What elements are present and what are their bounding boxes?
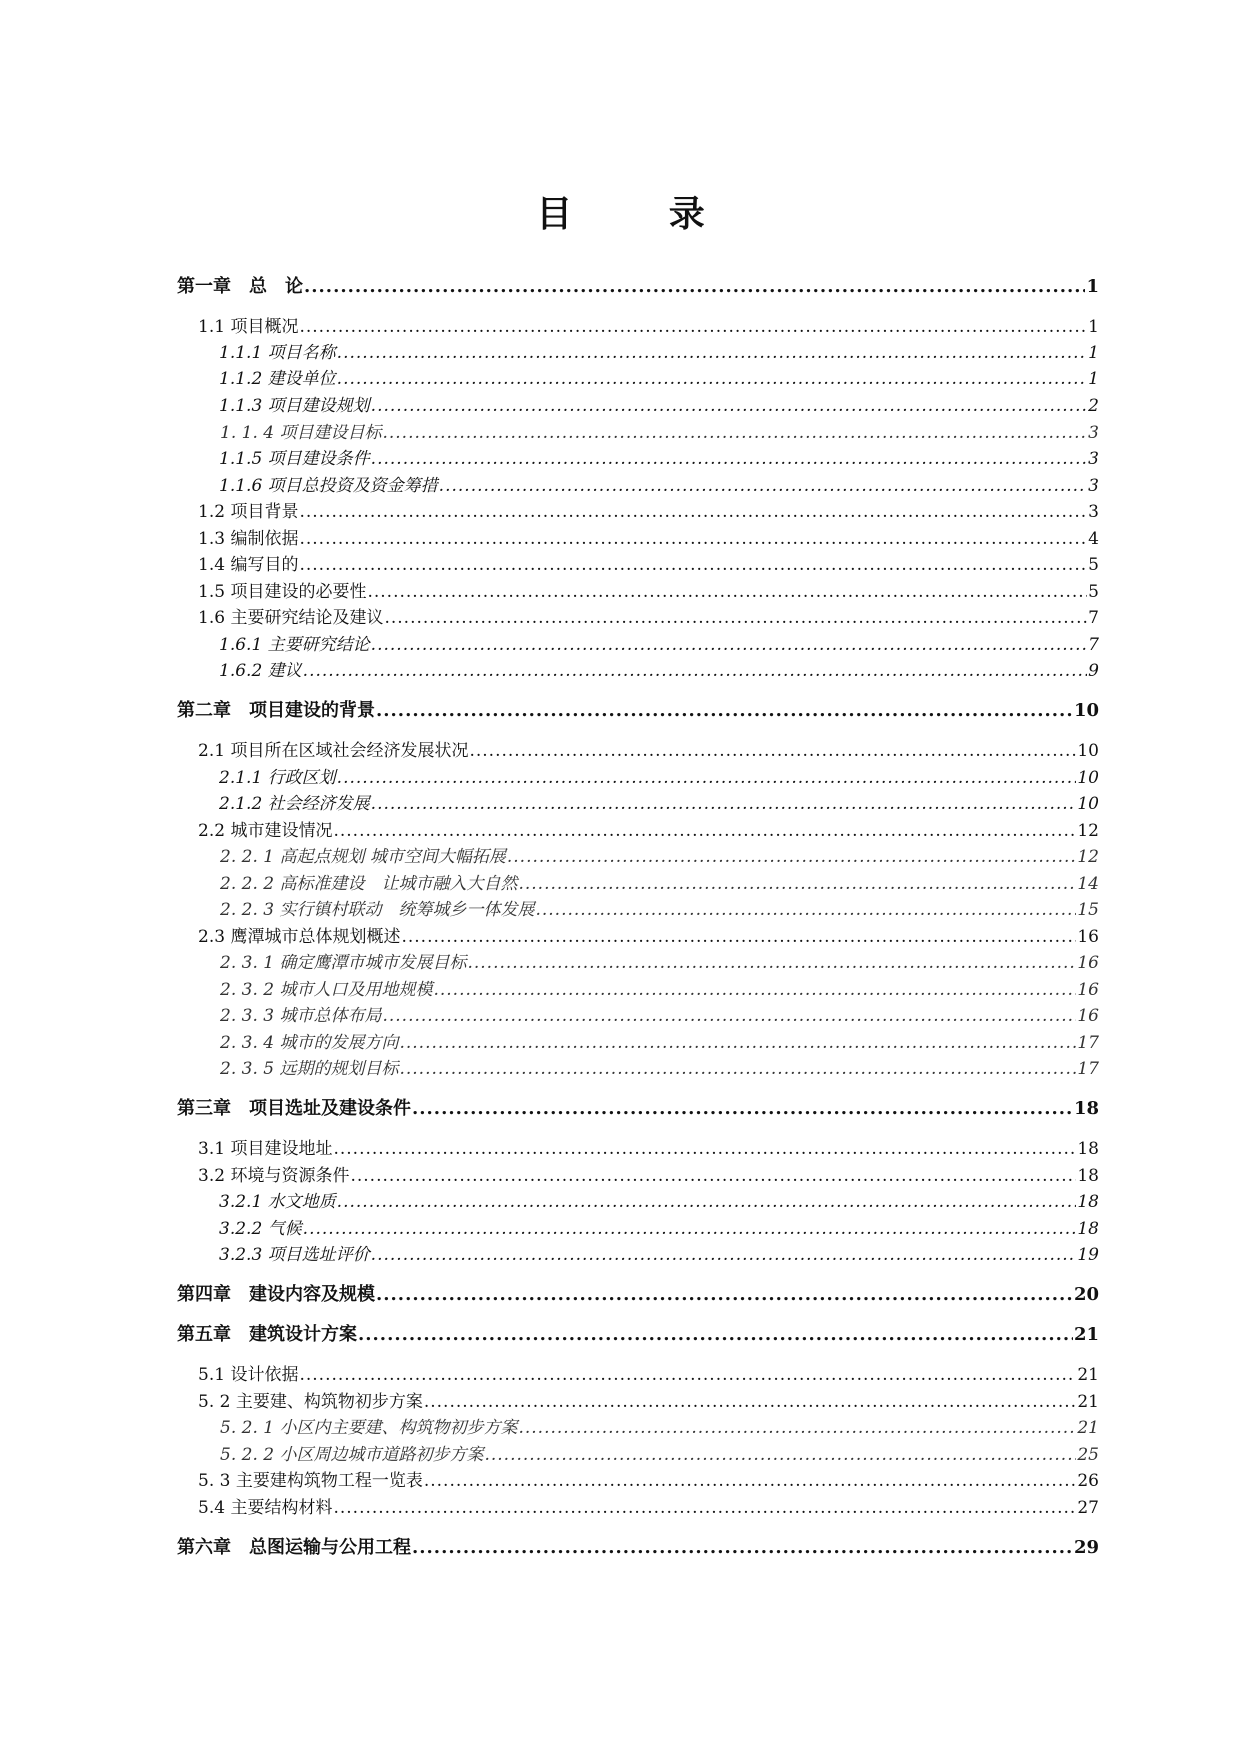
toc-entry-title: 2. 3. 3 城市总体布局 — [220, 1006, 382, 1026]
toc-entry[interactable] — [219, 474, 1099, 498]
toc-leader-dots — [507, 845, 1076, 869]
toc-leader-dots — [367, 580, 1087, 604]
toc-page-number: 17 — [1077, 1033, 1099, 1053]
toc-entry[interactable] — [198, 527, 1099, 551]
toc-entry-title: 第二章 项目建设的背景 — [177, 700, 375, 721]
toc-entry[interactable] — [220, 872, 1099, 896]
toc-page-number: 14 — [1077, 874, 1099, 894]
toc-entry[interactable] — [198, 1496, 1099, 1520]
toc-entry[interactable] — [198, 739, 1099, 763]
toc-entry-title: 1.1.2 建设单位 — [219, 369, 336, 389]
toc-entry-title: 1.1.5 项目建设条件 — [219, 449, 370, 469]
toc-entry-title: 2. 2. 3 实行镇村联动 统筹城乡一体发展 — [220, 900, 535, 920]
toc-chapter-entry[interactable] — [177, 275, 1099, 299]
toc-page-number: 4 — [1088, 529, 1099, 549]
toc-page-number: 29 — [1073, 1537, 1099, 1558]
toc-leader-dots — [433, 978, 1076, 1002]
toc-entry-title: 2.1.2 社会经济发展 — [219, 794, 370, 814]
toc-page-number: 21 — [1077, 1418, 1099, 1438]
toc-page-number: 19 — [1077, 1245, 1099, 1265]
toc-entry[interactable] — [220, 898, 1099, 922]
toc-entry[interactable] — [198, 819, 1099, 843]
toc-page-number: 25 — [1077, 1445, 1099, 1465]
toc-entry-title: 5.1 设计依据 — [198, 1365, 299, 1385]
toc-entry[interactable] — [198, 925, 1099, 949]
toc-entry-title: 5. 3 主要建构筑物工程一览表 — [198, 1471, 423, 1491]
toc-entry-title: 2.1.1 行政区划 — [219, 768, 336, 788]
toc-entry-title: 1.1.1 项目名称 — [219, 343, 336, 363]
toc-leader-dots — [412, 1097, 1073, 1121]
toc-page-number: 15 — [1077, 900, 1099, 920]
toc-leader-dots — [337, 766, 1077, 790]
toc-leader-dots — [371, 394, 1088, 418]
toc-leader-dots — [303, 659, 1088, 683]
toc-entry-title: 2. 3. 4 城市的发展方向 — [220, 1033, 399, 1053]
toc-entry-title: 1.1.6 项目总投资及资金筹措 — [219, 476, 438, 496]
toc-leader-dots — [469, 739, 1076, 763]
toc-leader-dots — [337, 341, 1088, 365]
toc-leader-dots — [303, 1217, 1077, 1241]
toc-page-number: 12 — [1077, 821, 1099, 841]
toc-entry-title: 1.1.3 项目建设规划 — [219, 396, 370, 416]
toc-entry-title: 1.5 项目建设的必要性 — [198, 582, 367, 602]
toc-page-number: 16 — [1077, 953, 1099, 973]
toc-entry[interactable] — [198, 1363, 1099, 1387]
toc-page-number: 21 — [1077, 1392, 1099, 1412]
toc-page-number: 7 — [1088, 608, 1099, 628]
toc-leader-dots — [439, 474, 1088, 498]
toc-page-number: 9 — [1088, 661, 1099, 681]
toc-entry[interactable] — [220, 421, 1099, 445]
toc-leader-dots — [299, 527, 1087, 551]
toc-entry-title: 3.2 环境与资源条件 — [198, 1166, 350, 1186]
toc-entry-title: 2. 2. 1 高起点规划 城市空间大幅拓展 — [220, 847, 506, 867]
toc-leader-dots — [384, 606, 1087, 630]
toc-entry[interactable] — [219, 341, 1099, 365]
toc-entry[interactable] — [220, 978, 1099, 1002]
toc-entry[interactable] — [220, 1443, 1099, 1467]
toc-page-number: 5 — [1088, 555, 1099, 575]
toc-entry[interactable] — [220, 1057, 1099, 1081]
toc-entry-title: 2. 3. 2 城市人口及用地规模 — [220, 980, 433, 1000]
toc-entry-title: 2.1 项目所在区域社会经济发展状况 — [198, 741, 469, 761]
toc-entry-title: 2. 3. 5 远期的规划目标 — [220, 1059, 399, 1079]
toc-leader-dots — [376, 699, 1073, 723]
toc-entry-title: 3.2.2 气候 — [219, 1219, 302, 1239]
toc-entry[interactable] — [198, 1390, 1099, 1414]
toc-page-number: 18 — [1077, 1192, 1099, 1212]
toc-leader-dots — [304, 275, 1085, 299]
toc-leader-dots — [412, 1536, 1073, 1560]
toc-entry-title: 第四章 建设内容及规模 — [177, 1284, 375, 1305]
toc-entry[interactable] — [219, 447, 1099, 471]
toc-page-number: 1 — [1088, 317, 1099, 337]
toc-leader-dots — [333, 819, 1076, 843]
toc-entry[interactable] — [219, 659, 1099, 683]
toc-page-number: 27 — [1077, 1498, 1099, 1518]
toc-leader-dots — [371, 447, 1088, 471]
toc-page-number: 26 — [1077, 1471, 1099, 1491]
toc-page-number: 1 — [1088, 343, 1099, 363]
toc-entry-title: 第五章 建筑设计方案 — [177, 1324, 357, 1345]
toc-entry[interactable] — [219, 1243, 1099, 1267]
toc-page-number: 2 — [1088, 396, 1099, 416]
toc-entry[interactable] — [219, 394, 1099, 418]
toc-leader-dots — [350, 1164, 1076, 1188]
toc-entry-title: 5. 2. 1 小区内主要建、构筑物初步方案 — [220, 1418, 518, 1438]
toc-leader-dots — [371, 1243, 1077, 1267]
toc-entry-title: 第六章 总图运输与公用工程 — [177, 1537, 411, 1558]
toc-page-number: 18 — [1073, 1098, 1099, 1119]
toc-page-number: 7 — [1088, 635, 1099, 655]
toc-entry[interactable] — [220, 845, 1099, 869]
toc-page-number: 16 — [1077, 1006, 1099, 1026]
toc-entry-title: 3.2.3 项目选址评价 — [219, 1245, 370, 1265]
toc-leader-dots — [371, 633, 1088, 657]
toc-page-number: 10 — [1077, 768, 1099, 788]
toc-page-number: 16 — [1077, 980, 1099, 1000]
toc-entry-title: 3.1 项目建设地址 — [198, 1139, 333, 1159]
toc-page-number: 10 — [1077, 741, 1099, 761]
toc-page-number: 3 — [1088, 502, 1099, 522]
toc-page-number: 10 — [1073, 700, 1099, 721]
toc-entry[interactable] — [198, 500, 1099, 524]
toc-entry[interactable] — [198, 1469, 1099, 1493]
toc-entry[interactable] — [220, 1416, 1099, 1440]
toc-leader-dots — [424, 1390, 1077, 1414]
toc-leader-dots — [484, 1443, 1076, 1467]
toc-leader-dots — [333, 1496, 1076, 1520]
toc-leader-dots — [337, 367, 1088, 391]
toc-leader-dots — [518, 1416, 1076, 1440]
toc-leader-dots — [382, 421, 1087, 445]
toc-page-number: 1 — [1086, 276, 1099, 297]
toc-page-number: 10 — [1077, 794, 1099, 814]
toc-entry-title: 3.2.1 水文地质 — [219, 1192, 336, 1212]
toc-leader-dots — [299, 553, 1087, 577]
toc-entry-title: 1.6.2 建议 — [219, 661, 302, 681]
toc-entry-title: 1.3 编制依据 — [198, 529, 299, 549]
toc-entry[interactable] — [198, 606, 1099, 630]
toc-leader-dots — [399, 1057, 1076, 1081]
toc-entry-title: 1.1 项目概况 — [198, 317, 299, 337]
toc-entry[interactable] — [198, 1137, 1099, 1161]
toc-leader-dots — [382, 1004, 1076, 1028]
toc-page-number: 12 — [1077, 847, 1099, 867]
toc-leader-dots — [299, 500, 1087, 524]
toc-entry[interactable] — [219, 766, 1099, 790]
toc-page-number: 1 — [1088, 369, 1099, 389]
toc-leader-dots — [299, 315, 1087, 339]
toc-page-number: 17 — [1077, 1059, 1099, 1079]
toc-entry-title: 5. 2. 2 小区周边城市道路初步方案 — [220, 1445, 484, 1465]
toc-page-number: 5 — [1088, 582, 1099, 602]
toc-leader-dots — [467, 951, 1076, 975]
toc-page-number: 16 — [1077, 927, 1099, 947]
toc-page-number: 3 — [1088, 449, 1099, 469]
toc-entry[interactable] — [219, 792, 1099, 816]
toc-entry-title: 1.4 编写目的 — [198, 555, 299, 575]
toc-page-number: 3 — [1088, 423, 1099, 443]
toc-entry[interactable] — [198, 553, 1099, 577]
toc-leader-dots — [358, 1323, 1073, 1347]
toc-page-number: 18 — [1077, 1166, 1099, 1186]
toc-entry[interactable] — [220, 1004, 1099, 1028]
toc-entry[interactable] — [198, 580, 1099, 604]
toc-entry-title: 1.6 主要研究结论及建议 — [198, 608, 384, 628]
toc-chapter-entry[interactable] — [177, 1097, 1099, 1121]
toc-entry-title: 第三章 项目选址及建设条件 — [177, 1098, 411, 1119]
toc-entry[interactable] — [198, 1164, 1099, 1188]
toc-entry-title: 2. 3. 1 确定鹰潭市城市发展目标 — [220, 953, 467, 973]
toc-leader-dots — [399, 1031, 1076, 1055]
toc-entry[interactable] — [219, 1190, 1099, 1214]
toc-entry-title: 2.2 城市建设情况 — [198, 821, 333, 841]
toc-entry[interactable] — [220, 1031, 1099, 1055]
toc-entry-title: 1.6.1 主要研究结论 — [219, 635, 370, 655]
toc-entry-title: 第一章 总 论 — [177, 276, 303, 297]
toc-leader-dots — [371, 792, 1077, 816]
toc-entry-title: 1. 1. 4 项目建设目标 — [220, 423, 382, 443]
toc-leader-dots — [401, 925, 1076, 949]
toc-entry-title: 5.4 主要结构材料 — [198, 1498, 333, 1518]
toc-leader-dots — [424, 1469, 1077, 1493]
toc-entry-title: 2. 2. 2 高标准建设 让城市融入大自然 — [220, 874, 518, 894]
toc-page-number: 21 — [1077, 1365, 1099, 1385]
toc-entry[interactable] — [220, 951, 1099, 975]
page-title: 目 录 — [536, 193, 747, 235]
toc-leader-dots — [535, 898, 1076, 922]
toc-page-number: 3 — [1088, 476, 1099, 496]
toc-chapter-entry[interactable] — [177, 1323, 1099, 1347]
toc-entry[interactable] — [198, 315, 1099, 339]
toc-page-number: 21 — [1073, 1324, 1099, 1345]
toc-page-number: 20 — [1073, 1284, 1099, 1305]
toc-entry[interactable] — [219, 367, 1099, 391]
toc-leader-dots — [518, 872, 1076, 896]
toc-leader-dots — [376, 1283, 1073, 1307]
toc-entry[interactable] — [219, 633, 1099, 657]
toc-entry-title: 2.3 鹰潭城市总体规划概述 — [198, 927, 401, 947]
toc-entry[interactable] — [219, 1217, 1099, 1241]
toc-chapter-entry[interactable] — [177, 1536, 1099, 1560]
toc-chapter-entry[interactable] — [177, 1283, 1099, 1307]
toc-leader-dots — [299, 1363, 1076, 1387]
toc-page-number: 18 — [1077, 1219, 1099, 1239]
toc-page-number: 18 — [1077, 1139, 1099, 1159]
toc-entry-title: 5. 2 主要建、构筑物初步方案 — [198, 1392, 423, 1412]
toc-entry-title: 1.2 项目背景 — [198, 502, 299, 522]
toc-chapter-entry[interactable] — [177, 699, 1099, 723]
toc-leader-dots — [337, 1190, 1077, 1214]
toc-leader-dots — [333, 1137, 1076, 1161]
